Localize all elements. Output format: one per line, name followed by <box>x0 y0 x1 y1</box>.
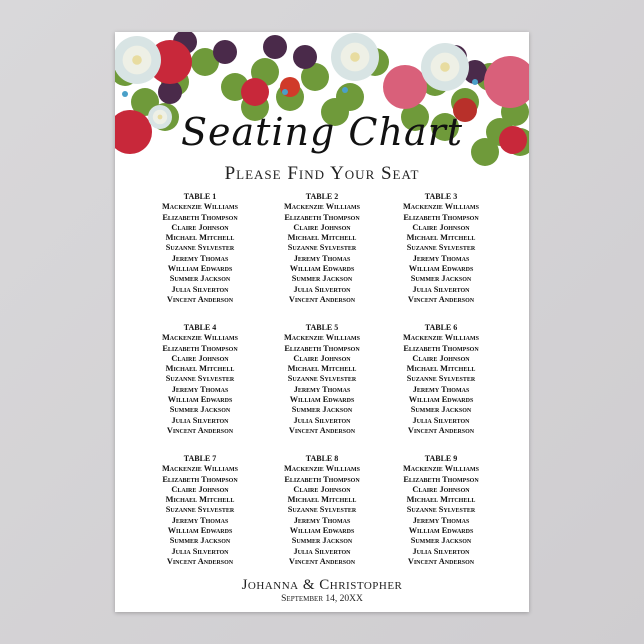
guest-name: Summer Jackson <box>169 536 231 546</box>
violet-cluster <box>213 40 237 64</box>
guest-name: Suzanne Sylvester <box>287 374 357 384</box>
table-8-list <box>257 454 387 567</box>
guest-name: Mackenzie Williams <box>161 333 239 343</box>
guest-name: Elizabeth Thompson <box>284 474 360 484</box>
violet-cluster <box>293 45 317 69</box>
guest-name: Mackenzie Williams <box>283 464 361 474</box>
guest-name: Claire Johnson <box>293 353 351 363</box>
forget-me-not <box>122 91 128 97</box>
event-date: September 14, 20XX <box>281 594 363 604</box>
guest-name: Jeremy Thomas <box>412 515 470 525</box>
table-heading: TABLE 5 <box>305 323 339 332</box>
guest-name: Suzanne Sylvester <box>165 243 235 253</box>
guest-name: Julia Silverton <box>412 284 470 294</box>
table-heading: TABLE 7 <box>183 454 217 463</box>
poster-subtitle: Please Find Your Seat <box>224 163 420 184</box>
guest-name: Vincent Anderson <box>288 425 356 435</box>
guest-name: Jeremy Thomas <box>171 253 229 263</box>
guest-name: Vincent Anderson <box>166 556 234 566</box>
guest-name: Michael Mitchell <box>165 495 235 505</box>
guest-name: Suzanne Sylvester <box>165 374 235 384</box>
couple-names: Johanna & Christopher <box>241 577 403 593</box>
guest-name: Michael Mitchell <box>165 364 235 374</box>
guest-name: Jeremy Thomas <box>293 515 351 525</box>
guest-name: Elizabeth Thompson <box>403 212 479 222</box>
white-rose-core <box>132 55 142 65</box>
guest-name: Jeremy Thomas <box>412 253 470 263</box>
forget-me-not <box>342 87 348 93</box>
guest-name: Julia Silverton <box>412 546 470 556</box>
guest-name: Suzanne Sylvester <box>287 505 357 515</box>
guest-name: Mackenzie Williams <box>402 464 480 474</box>
guest-name: Elizabeth Thompson <box>284 343 360 353</box>
violet-cluster <box>263 35 287 59</box>
guest-name: William Edwards <box>289 264 355 274</box>
guest-name: Suzanne Sylvester <box>406 243 476 253</box>
guest-name: Summer Jackson <box>410 405 472 415</box>
guest-name: Michael Mitchell <box>165 233 235 243</box>
guest-name: Mackenzie Williams <box>283 202 361 212</box>
guest-name: William Edwards <box>167 264 233 274</box>
guest-name: Michael Mitchell <box>287 233 357 243</box>
white-rose-core <box>440 62 450 72</box>
guest-name: Michael Mitchell <box>287 495 357 505</box>
guest-name: Vincent Anderson <box>407 425 475 435</box>
guest-name: Vincent Anderson <box>166 294 234 304</box>
guest-name: Mackenzie Williams <box>402 333 480 343</box>
guest-name: Jeremy Thomas <box>412 384 470 394</box>
guest-name: Suzanne Sylvester <box>165 505 235 515</box>
guest-name: William Edwards <box>167 395 233 405</box>
guest-name: Vincent Anderson <box>288 556 356 566</box>
guest-name: Claire Johnson <box>171 222 229 232</box>
seating-chart-poster <box>115 32 529 612</box>
guest-name: Claire Johnson <box>412 484 470 494</box>
guest-name: Elizabeth Thompson <box>162 212 238 222</box>
table-heading: TABLE 4 <box>183 323 217 332</box>
guest-name: Vincent Anderson <box>407 556 475 566</box>
guest-name: Summer Jackson <box>291 274 353 284</box>
guest-name: Julia Silverton <box>412 415 470 425</box>
guest-name: William Edwards <box>167 526 233 536</box>
guest-name: Jeremy Thomas <box>171 384 229 394</box>
table-7-list <box>135 454 265 567</box>
guest-name: Elizabeth Thompson <box>403 343 479 353</box>
guest-name: Mackenzie Williams <box>161 202 239 212</box>
guest-name: Suzanne Sylvester <box>406 505 476 515</box>
guest-name: Claire Johnson <box>171 353 229 363</box>
table-9-list <box>376 454 506 567</box>
poster-title: Seating Chart <box>180 110 464 154</box>
table-3-list <box>376 192 506 305</box>
guest-name: Jeremy Thomas <box>293 253 351 263</box>
guest-name: Julia Silverton <box>293 415 351 425</box>
table-heading: TABLE 1 <box>183 192 217 201</box>
guest-name: Julia Silverton <box>171 546 229 556</box>
guest-name: Julia Silverton <box>293 284 351 294</box>
table-heading: TABLE 3 <box>424 192 458 201</box>
guest-name: Jeremy Thomas <box>293 384 351 394</box>
guest-name: Elizabeth Thompson <box>162 474 238 484</box>
table-1-list <box>135 192 265 305</box>
guest-name: William Edwards <box>408 395 474 405</box>
forget-me-not <box>472 79 478 85</box>
guest-name: Michael Mitchell <box>406 364 476 374</box>
guest-name: Mackenzie Williams <box>161 464 239 474</box>
guest-name: Vincent Anderson <box>407 294 475 304</box>
guest-name: Julia Silverton <box>171 284 229 294</box>
forget-me-not <box>282 89 288 95</box>
guest-name: Michael Mitchell <box>287 364 357 374</box>
guest-name: Claire Johnson <box>412 353 470 363</box>
guest-name: Jeremy Thomas <box>171 515 229 525</box>
guest-name: Elizabeth Thompson <box>403 474 479 484</box>
table-6-list <box>376 323 506 436</box>
table-heading: TABLE 9 <box>424 454 458 463</box>
guest-name: William Edwards <box>289 526 355 536</box>
guest-name: William Edwards <box>289 395 355 405</box>
guest-name: Suzanne Sylvester <box>406 374 476 384</box>
rose <box>383 65 427 109</box>
guest-name: Summer Jackson <box>410 274 472 284</box>
guest-name: William Edwards <box>408 526 474 536</box>
table-2-list <box>257 192 387 305</box>
guest-name: Claire Johnson <box>293 484 351 494</box>
table-4-list <box>135 323 265 436</box>
white-rose-core <box>350 52 360 62</box>
rose <box>241 78 269 106</box>
guest-name: Summer Jackson <box>291 405 353 415</box>
guest-name: Summer Jackson <box>169 405 231 415</box>
guest-name: Suzanne Sylvester <box>287 243 357 253</box>
guest-name: Elizabeth Thompson <box>162 343 238 353</box>
guest-name: Claire Johnson <box>412 222 470 232</box>
guest-name: Michael Mitchell <box>406 495 476 505</box>
guest-name: Summer Jackson <box>410 536 472 546</box>
table-heading: TABLE 2 <box>305 192 339 201</box>
guest-name: Summer Jackson <box>291 536 353 546</box>
guest-name: Elizabeth Thompson <box>284 212 360 222</box>
guest-name: Vincent Anderson <box>288 294 356 304</box>
table-heading: TABLE 6 <box>424 323 458 332</box>
guest-name: Claire Johnson <box>171 484 229 494</box>
guest-name: Julia Silverton <box>171 415 229 425</box>
guest-name: Vincent Anderson <box>166 425 234 435</box>
guest-name: Summer Jackson <box>169 274 231 284</box>
guest-name: Mackenzie Williams <box>402 202 480 212</box>
table-heading: TABLE 8 <box>305 454 339 463</box>
table-5-list <box>257 323 387 436</box>
guest-name: Julia Silverton <box>293 546 351 556</box>
guest-name: Michael Mitchell <box>406 233 476 243</box>
guest-name: Claire Johnson <box>293 222 351 232</box>
guest-name: Mackenzie Williams <box>283 333 361 343</box>
guest-name: William Edwards <box>408 264 474 274</box>
